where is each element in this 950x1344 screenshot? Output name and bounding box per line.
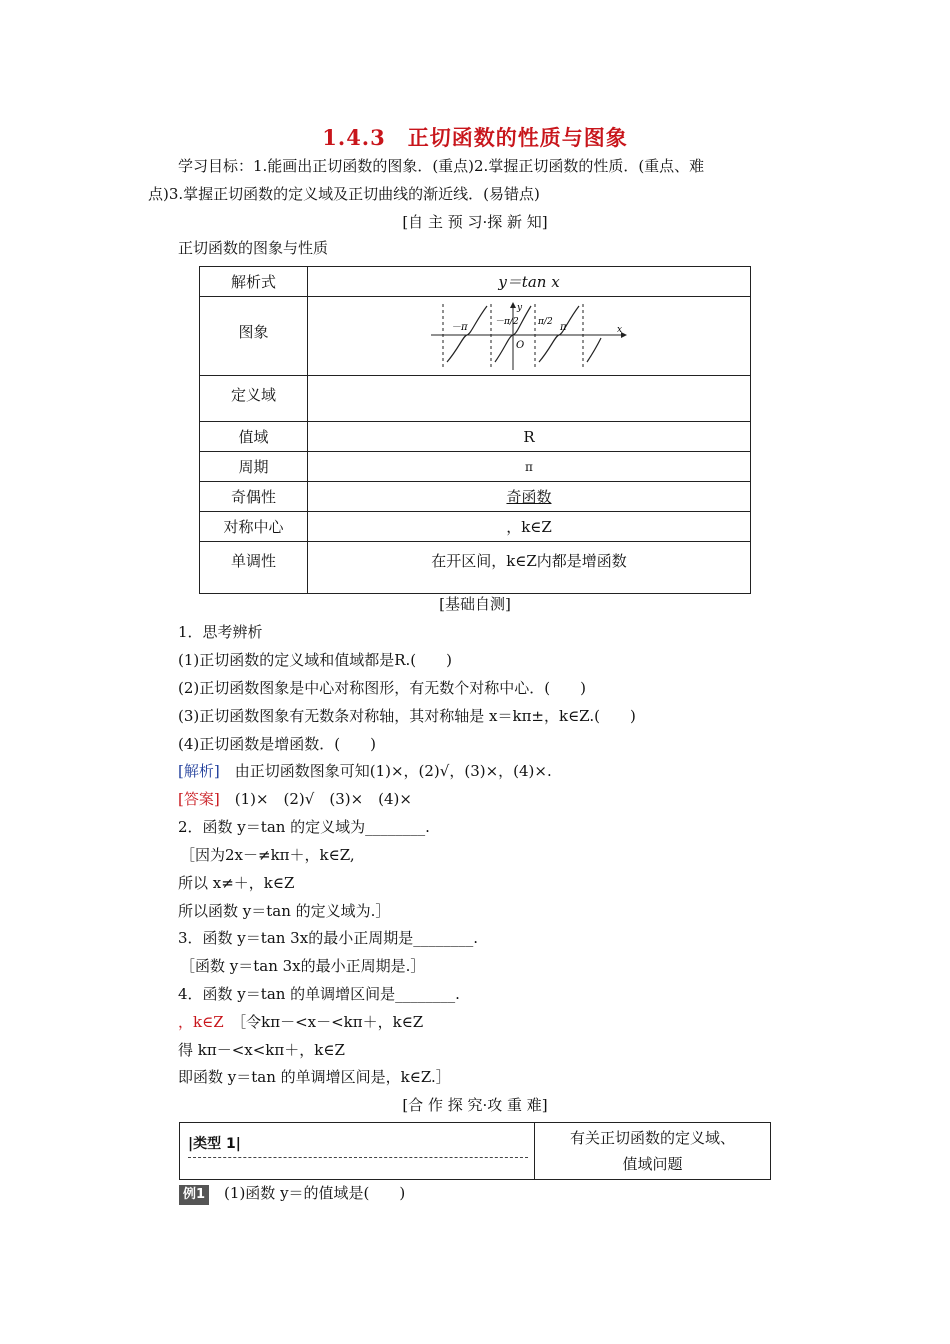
row-key: 图象	[200, 297, 308, 376]
q4-answer: ，k∈Z	[178, 1013, 224, 1031]
type-label: |类型 1|	[188, 1133, 528, 1158]
q3-solution: ［函数 y＝tan 3x的最小正周期是.］	[180, 957, 426, 975]
page-title: 1.4.3 正切函数的性质与图象	[322, 125, 628, 150]
q1-answer	[178, 789, 412, 809]
q3-heading: 3．函数 y＝tan 3x的最小正周期是________.	[178, 929, 478, 947]
analysis-text: 由正切函数图象可知(1)×，(2)√，(3)×，(4)×.	[219, 762, 552, 780]
row-key: 对称中心	[200, 512, 308, 542]
q1-item-1: (1)正切函数的定义域和值域都是R.( )	[178, 651, 453, 669]
section-heading-preview: [自 主 预 习·探 新 知]	[402, 213, 548, 231]
table-row	[200, 422, 751, 452]
row-key: 奇偶性	[200, 482, 308, 512]
tangent-branch	[447, 306, 487, 362]
q1-item-3: (3)正切函数图象有无数条对称轴，其对称轴是 x＝kπ±，k∈Z.( )	[178, 707, 636, 725]
objectives-line-2: 点)3.掌握正切函数的定义域及正切曲线的渐近线．(易错点)	[148, 185, 540, 203]
table-caption: 正切函数的图象与性质	[178, 239, 329, 257]
label-origin: O	[516, 340, 525, 351]
q2-heading: 2．函数 y＝tan 的定义域为________.	[178, 818, 430, 836]
table-row	[200, 376, 751, 422]
analysis-tag: [解析]	[178, 762, 220, 780]
label-half-pi: π/2	[538, 317, 553, 327]
row-value: ，k∈Z	[308, 512, 751, 542]
example-1	[179, 1183, 405, 1205]
tangent-branch	[539, 306, 579, 362]
type-label-cell	[180, 1123, 535, 1180]
q4-solution-1	[178, 1012, 423, 1032]
table-row	[200, 542, 751, 594]
q1-item-4: (4)正切函数是增函数．( )	[178, 735, 376, 753]
type-title-line-1: 有关正切函数的定义域、	[569, 1129, 735, 1147]
table-row	[200, 452, 751, 482]
label-neg-half-pi: －π/2	[495, 317, 519, 327]
q2-solution-3: 所以函数 y＝tan 的定义域为.］	[178, 902, 391, 920]
objectives-line-1: 学习目标：1.能画出正切函数的图象．(重点)2.掌握正切函数的性质．(重点、难	[178, 157, 705, 175]
row-value: π	[308, 452, 751, 482]
q1-analysis	[178, 761, 552, 781]
type-title-line-2: 值域问题	[622, 1155, 683, 1173]
row-value	[308, 376, 751, 422]
label-y: y	[517, 303, 523, 313]
table-row	[200, 482, 751, 512]
y-axis-arrow	[510, 302, 516, 308]
row-key: 值域	[200, 422, 308, 452]
type-title-cell	[535, 1123, 771, 1180]
answer-text: (1)× (2)√ (3)× (4)×	[219, 790, 412, 808]
row-value: R	[308, 422, 751, 452]
tangent-graph	[308, 297, 751, 376]
row-value: 在开区间，k∈Z内都是增函数	[308, 542, 751, 594]
q1-item-2: (2)正切函数图象是中心对称图形，有无数个对称中心．( )	[178, 679, 586, 697]
q4-solution-2: 得 kπ－<x<kπ＋，k∈Z	[178, 1041, 345, 1059]
label-pi: π	[560, 322, 567, 333]
section-heading-cooperate: [合 作 探 究·攻 重 难]	[402, 1096, 548, 1114]
example-text: (1)函数 y＝的值域是( )	[209, 1184, 406, 1202]
row-value: 奇函数	[308, 482, 751, 512]
q2-solution-1: ［因为2x－≠kπ＋，k∈Z,	[180, 846, 355, 864]
label-x: x	[617, 325, 623, 335]
section-heading-selftest: [基础自测]	[439, 595, 511, 613]
tangent-curve-svg	[429, 300, 629, 372]
q1-heading: 1．思考辨析	[178, 623, 263, 641]
q4-heading: 4．函数 y＝tan 的单调增区间是________.	[178, 985, 460, 1003]
answer-tag: [答案]	[178, 790, 220, 808]
q2-solution-2: 所以 x≠＋，k∈Z	[178, 874, 295, 892]
row-key: 单调性	[200, 542, 308, 594]
q4-derivation: ［令kπ－<x－<kπ＋，k∈Z	[223, 1013, 424, 1031]
row-key: 定义域	[200, 376, 308, 422]
tangent-branch	[587, 338, 601, 362]
q4-solution-3: 即函数 y＝tan 的单调增区间是，k∈Z.］	[178, 1068, 451, 1086]
label-neg-pi: －π	[451, 322, 468, 333]
table-row	[200, 297, 751, 376]
table-row	[200, 512, 751, 542]
tangent-properties-table	[199, 266, 751, 594]
example-badge: 例1	[179, 1185, 209, 1205]
row-value: y＝tan x	[308, 267, 751, 297]
row-key: 周期	[200, 452, 308, 482]
type-box	[179, 1122, 771, 1180]
row-key: 解析式	[200, 267, 308, 297]
table-row	[200, 267, 751, 297]
